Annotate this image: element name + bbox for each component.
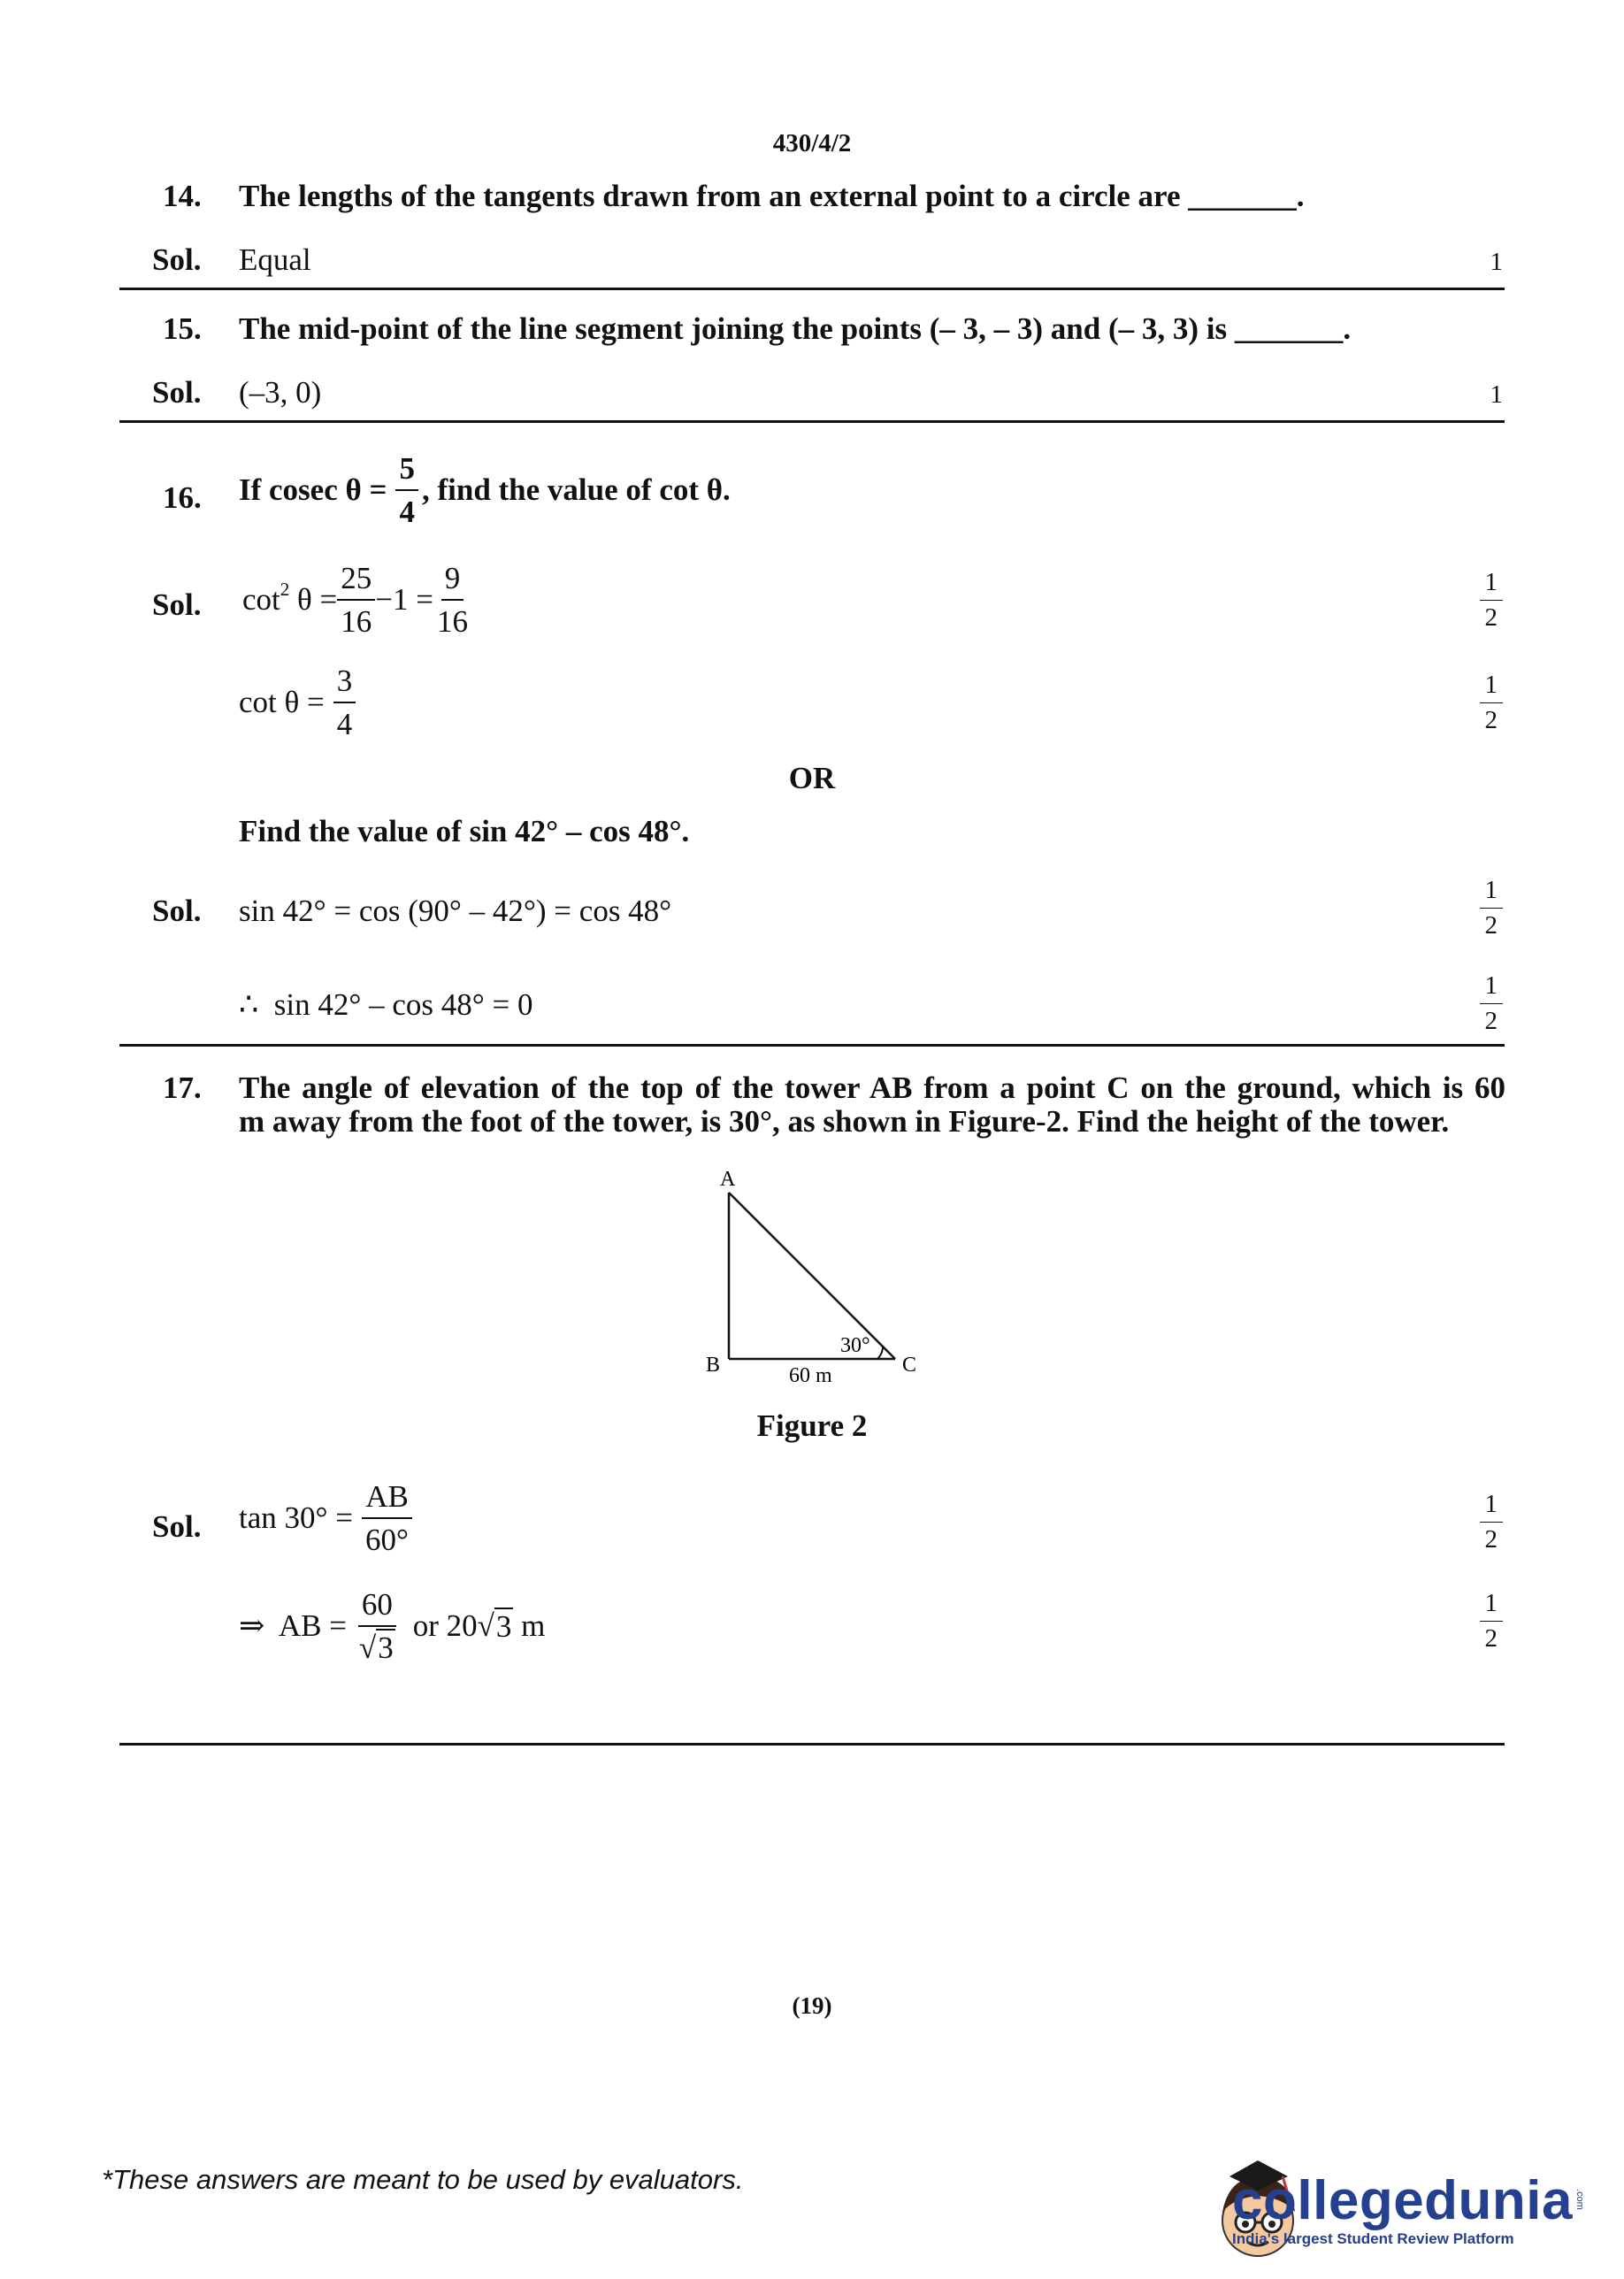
fraction-denominator: 60° — [365, 1523, 409, 1557]
fraction-numerator: 5 — [395, 453, 418, 491]
q16-mark-half — [1480, 672, 1504, 733]
or-twenty: or 20 — [412, 1608, 478, 1643]
fraction-denominator: 4 — [399, 495, 415, 529]
minus-one-equals: −1 = — [375, 582, 434, 617]
divider — [119, 420, 1505, 423]
exponent: 2 — [280, 579, 290, 600]
mark-numerator: 1 — [1480, 672, 1504, 703]
cot-equals: cot θ = — [239, 685, 325, 719]
mark-denominator: 2 — [1484, 603, 1498, 632]
tan-equals: tan 30° = — [239, 1500, 353, 1535]
mark-numerator: 1 — [1480, 1492, 1504, 1523]
mark-numerator: 1 — [1480, 570, 1504, 601]
root-value: 3 — [495, 1609, 512, 1644]
q17-mark-half — [1480, 1492, 1504, 1553]
mark-denominator: 2 — [1484, 1007, 1498, 1035]
base-length-label: 60 m — [789, 1364, 832, 1387]
q16-alt-sol-label: Sol. — [152, 894, 202, 928]
angle-label: 30° — [840, 1334, 870, 1357]
q16-question-pre: If cosec θ = — [239, 472, 387, 507]
fraction-numerator: 3 — [333, 665, 356, 703]
q16-alt-mark-half — [1480, 973, 1504, 1034]
cot-text: cot — [242, 582, 280, 617]
unit: m — [513, 1608, 546, 1643]
q15-mark: 1 — [1490, 380, 1503, 409]
question-16-text — [239, 453, 731, 527]
implies-ab: ⇒ AB = — [239, 1608, 348, 1643]
q16-cosec-fraction — [395, 453, 418, 527]
divider — [119, 288, 1505, 290]
footer-note: *These answers are meant to be used by evaluators. — [102, 2164, 744, 2195]
divider — [119, 1044, 1505, 1047]
or-label: OR — [788, 761, 836, 795]
fraction — [333, 665, 356, 740]
brand-logo — [1232, 2169, 1585, 2248]
fraction — [362, 1481, 412, 1555]
vertex-label-c: C — [902, 1354, 917, 1377]
q16-alt-question: Find the value of sin 42° – cos 48°. — [239, 814, 690, 848]
question-17-text-line-1: The angle of elevation of the top of the tower AB from a point C on the ground, which is 60 — [239, 1070, 1505, 1105]
q16-question-post: , find the value of cot θ. — [421, 472, 731, 507]
question-16-number: 16. — [163, 480, 202, 515]
paper-code: 430/4/2 — [772, 129, 852, 157]
brand-name: collegedunia — [1232, 2170, 1573, 2231]
q16-alt-mark-half — [1480, 878, 1504, 939]
theta-equals: θ = — [289, 582, 338, 617]
mark-numerator: 1 — [1480, 1591, 1504, 1622]
question-15-number: 15. — [163, 311, 202, 346]
page-number: (19) — [792, 1992, 832, 2019]
fraction — [356, 1589, 399, 1663]
q17-mark-half — [1480, 1591, 1504, 1652]
fraction-denominator: √3 — [359, 1631, 394, 1665]
q16-step-2 — [239, 665, 356, 740]
vertex-label-b: B — [706, 1354, 721, 1377]
question-14-number: 14. — [163, 179, 202, 213]
q16-mark-half — [1480, 570, 1504, 631]
angle-arc — [877, 1347, 883, 1359]
q17-step-1 — [239, 1481, 412, 1555]
fraction-numerator: AB — [362, 1481, 412, 1519]
q16-alt-step-2: ∴ sin 42° – cos 48° = 0 — [239, 987, 533, 1022]
mark-numerator: 1 — [1480, 878, 1504, 909]
brand-tagline: India's largest Student Review Platform — [1232, 2230, 1514, 2247]
q16-sol-label: Sol. — [152, 587, 202, 622]
mark-denominator: 2 — [1484, 1525, 1498, 1554]
q14-mark: 1 — [1490, 248, 1503, 276]
line-of-sight-ac — [729, 1193, 895, 1359]
figure-2-triangle — [690, 1159, 938, 1389]
fraction-denominator: 16 — [437, 604, 469, 639]
vertex-label-a: A — [720, 1168, 736, 1191]
question-14-text: The lengths of the tangents drawn from an external point to a circle are _______. — [239, 179, 1305, 213]
root-value: 3 — [378, 1631, 394, 1665]
question-17-text-line-2: m away from the foot of the tower, is 30°, as shown in Figure-2. Find the height of the tower. — [239, 1104, 1450, 1139]
mark-denominator: 2 — [1484, 1624, 1498, 1653]
fraction — [337, 563, 375, 637]
mark-denominator: 2 — [1484, 706, 1498, 734]
q15-answer: (–3, 0) — [239, 375, 322, 410]
question-15-text: The mid-point of the line segment joining the points (– 3, – 3) and (– 3, 3) is _______. — [239, 311, 1352, 346]
fraction-denominator: 16 — [341, 604, 372, 639]
fraction-numerator: 60 — [358, 1589, 396, 1627]
q17-sol-label: Sol. — [152, 1509, 202, 1544]
q17-step-2: ⇒ AB = $\frac{60}{√3}$ or 20 √ 3 m — [239, 1587, 546, 1665]
figure-caption: Figure 2 — [756, 1408, 868, 1443]
mark-numerator: 1 — [1480, 973, 1504, 1004]
question-17-number: 17. — [163, 1070, 202, 1105]
fraction-numerator: 25 — [337, 563, 375, 601]
brand-com: .com — [1574, 2189, 1585, 2210]
fraction-numerator: 9 — [441, 563, 464, 601]
q16-alt-step-1: sin 42° = cos (90° – 42°) = cos 48° — [239, 894, 672, 928]
q14-answer: Equal — [239, 242, 311, 277]
q14-sol-label: Sol. — [152, 242, 202, 277]
q16-step-1 — [242, 563, 471, 637]
q15-sol-label: Sol. — [152, 375, 202, 410]
mark-denominator: 2 — [1484, 911, 1498, 940]
fraction-denominator: 4 — [336, 707, 353, 741]
fraction — [433, 563, 471, 637]
divider — [119, 1743, 1505, 1746]
